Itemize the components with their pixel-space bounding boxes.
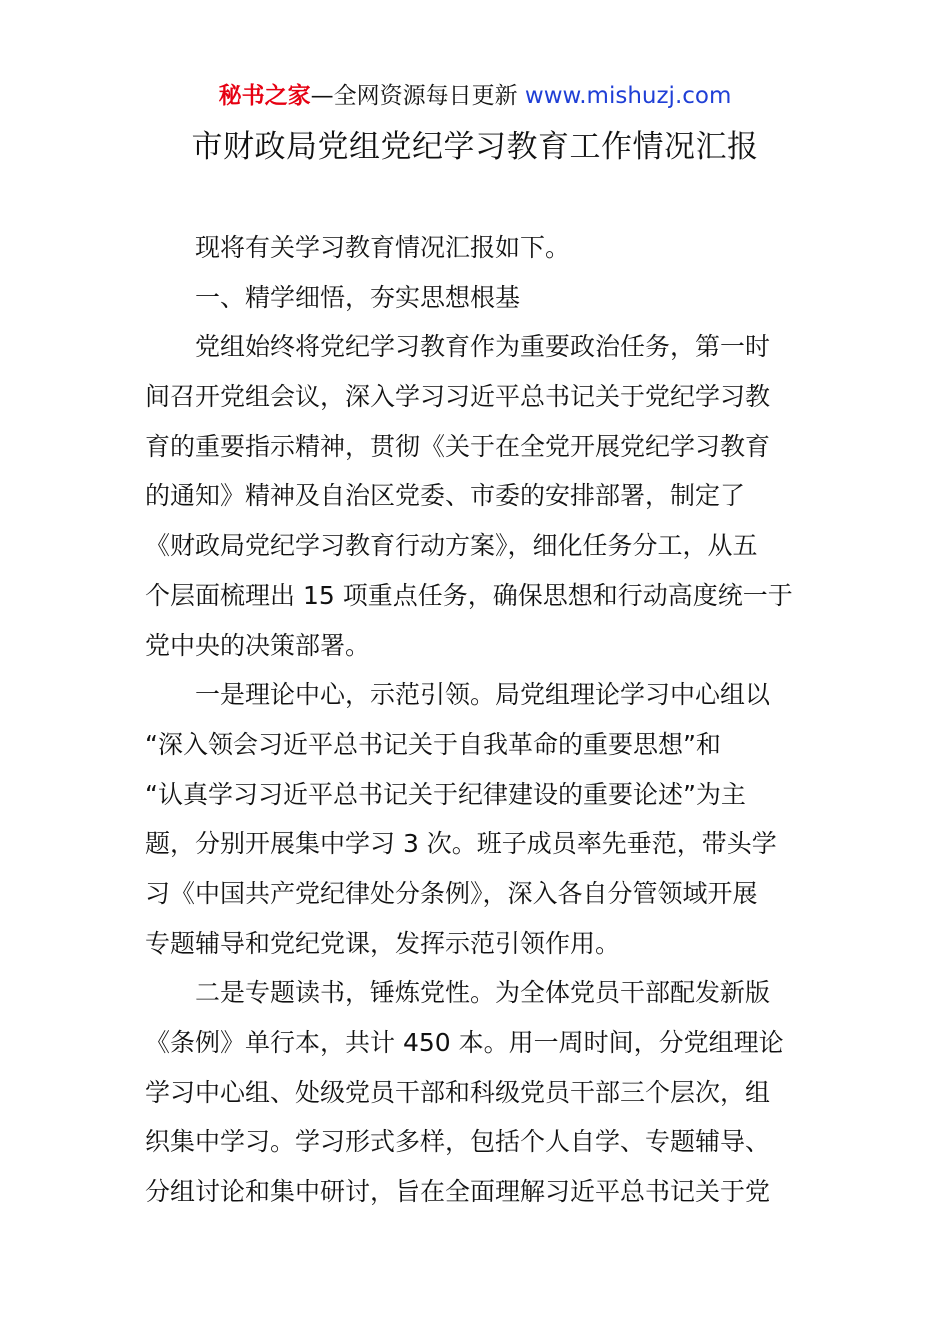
site-url-link[interactable]: www.mishuzj.com	[524, 83, 732, 109]
intro-paragraph: 现将有关学习教育情况汇报如下。	[195, 233, 571, 262]
banner-tagline: —全网资源每日更新	[310, 83, 525, 109]
paragraph-line: “深入领会习近平总书记关于自我革命的重要思想”和	[145, 729, 721, 759]
paragraph-line: 二是专题读书，锤炼党性。为全体党员干部配发新版	[195, 978, 771, 1008]
paragraph-line: 《条例》单行本，共计 450 本。用一周时间，分党组理论	[145, 1028, 784, 1057]
brand-name: 秘书之家	[218, 83, 311, 109]
document-title: 市财政局党组党纪学习教育工作情况汇报	[191, 129, 759, 165]
paragraph-line: “认真学习习近平总书记关于纪律建设的重要论述”为主	[145, 779, 746, 809]
paragraph-line: 学习中心组、处级党员干部和科级党员干部三个层次，组	[145, 1077, 771, 1107]
paragraph-line: 织集中学习。学习形式多样，包括个人自学、专题辅导、	[145, 1127, 771, 1157]
site-banner	[0, 80, 950, 112]
paragraph-line: 专题辅导和党纪党课，发挥示范引领作用。	[145, 928, 621, 958]
paragraph-line: 党组始终将党纪学习教育作为重要政治任务，第一时	[195, 332, 771, 362]
paragraph-line: 分组讨论和集中研讨，旨在全面理解习近平总书记关于党	[145, 1177, 771, 1207]
paragraph-line: 《财政局党纪学习教育行动方案》，细化任务分工，从五	[145, 531, 758, 561]
paragraph-line: 习《中国共产党纪律处分条例》，深入各自分管领域开展	[145, 878, 758, 908]
paragraph-line: 育的重要指示精神，贯彻《关于在全党开展党纪学习教育	[145, 431, 771, 461]
paragraph-line: 的通知》精神及自治区党委、市委的安排部署，制定了	[145, 481, 746, 511]
paragraph-line: 党中央的决策部署。	[145, 630, 371, 660]
paragraph-line: 一是理论中心，示范引领。局党组理论学习中心组以	[195, 680, 771, 710]
paragraph-line: 题，分别开展集中学习 3 次。班子成员率先垂范，带头学	[145, 829, 777, 859]
section-heading-1: 一、精学细悟，夯实思想根基	[195, 282, 521, 312]
document-body	[145, 223, 815, 1217]
paragraph-line: 间召开党组会议，深入学习习近平总书记关于党纪学习教	[145, 382, 771, 412]
paragraph-line: 个层面梳理出 15 项重点任务，确保思想和行动高度统一于	[145, 580, 793, 610]
